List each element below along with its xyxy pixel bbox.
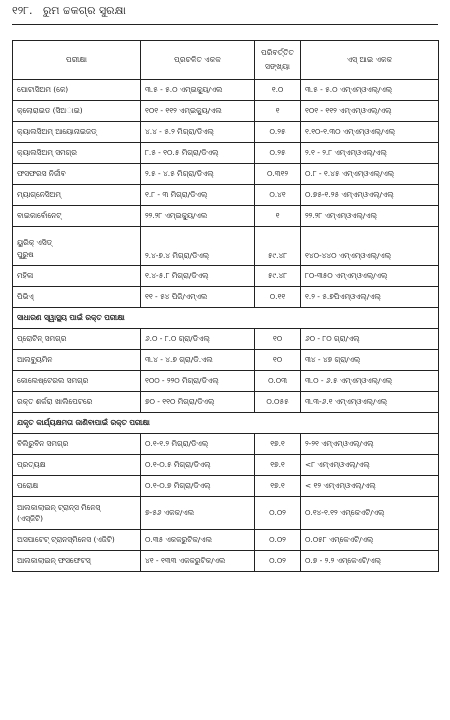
table-row bbox=[13, 329, 439, 350]
conversion-factor: ୧.୦ bbox=[255, 80, 301, 101]
conversion-factor: ୧୦ bbox=[255, 350, 301, 371]
test-name: ଅସପାଟେଟ୍ ଟ୍ରାନସ୍ମିନେସ (ଏଜିଟି) bbox=[13, 530, 141, 551]
header-rule bbox=[12, 24, 438, 25]
table-row bbox=[13, 80, 439, 101]
test-name: ପରୋକ୍ଷ bbox=[13, 476, 141, 497]
table-row bbox=[13, 350, 439, 371]
table-row bbox=[13, 371, 439, 392]
conventional-range: ୧.୪-୫.୮ ମିଗ୍ରା/ଡିଏଲ୍ bbox=[141, 266, 255, 287]
test-name-alt bbox=[13, 497, 141, 530]
si-range: ୦.୧୪-୧.୧୨ ଏମ୍‌କେଏଟି/ଏଲ୍ bbox=[301, 497, 439, 530]
test-name-line1: ଆଲକାଲାଇନ୍ ଟ୍ରାନ୍ସ ମିନେସ୍ bbox=[17, 503, 101, 512]
conversion-factor: ୦.୪୧ bbox=[255, 185, 301, 206]
conversion-factor: ୦.୦୨ bbox=[255, 497, 301, 530]
section-title-liver-function: ଯକୃତ କାର୍ଯ୍ୟକ୍ଷମତା ଜାଣିବାପାଇଁ ରକ୍ତ ପରୀକ୍ଷା bbox=[13, 413, 439, 434]
si-range: ୩.୫ - ୫.୦ ଏମ୍ଏମ୍ଓଏଲ୍/ଏଲ୍ bbox=[301, 80, 439, 101]
si-range: <୮ ଏମ୍ଏମ୍ଓଏଲ୍/ଏଲ୍ bbox=[301, 455, 439, 476]
test-name: ଆଲକାଲାଇନ୍ ଫସଫେଟସ୍ bbox=[13, 551, 141, 572]
table-row bbox=[13, 530, 439, 551]
test-name: ରକ୍ତ ଶର୍କରା ଖାଲିପେଟରେ bbox=[13, 392, 141, 413]
test-name: କ୍ୟାଲସିଅମ୍ ଆୟୋନାଇଜଡ୍ bbox=[13, 122, 141, 143]
section-title-general-health: ସାଧାରଣ ସ୍ୱାସ୍ଥ୍ୟ ପାଇଁ ରକ୍ତ ପରୀକ୍ଷା bbox=[13, 308, 439, 329]
conventional-range: ୪୧ - ୧୩୩ ଏକକରୁଟିକ/ଏଲ bbox=[141, 551, 255, 572]
conversion-factor: ୦.୨୫ bbox=[255, 143, 301, 164]
section-row bbox=[13, 413, 439, 434]
si-range: ୧.୧୦-୧.୩୦ ଏମ୍ଏମ୍ଓଏଲ୍/ଏଲ୍ bbox=[301, 122, 439, 143]
conversion-factor: ୧୭.୧ bbox=[255, 434, 301, 455]
table-row bbox=[13, 185, 439, 206]
test-name-uric-acid-male bbox=[13, 227, 141, 266]
conventional-range: ୨.୫ - ୪.୫ ମିଗ୍ରା/ଡିଏଲ୍ bbox=[141, 164, 255, 185]
conventional-range: ୦.୩୫ ଏକକରୁଟିକ/ଏଲ bbox=[141, 530, 255, 551]
test-name: ଫସଫରସ ନିର୍ଜୀବ bbox=[13, 164, 141, 185]
conversion-factor: ୦.୦୨ bbox=[255, 551, 301, 572]
si-range: ୦.୮ - ୧.୪୫ ଏମ୍ଏମ୍ଓଏଲ୍/ଏଲ୍ bbox=[301, 164, 439, 185]
conventional-range: ୧୧ - ୫୪ ପିଜି/ଏମ୍ଏଲ bbox=[141, 287, 255, 308]
si-range: ୨୨.୨୮ ଏମ୍ଏମ୍ଓଏଲ୍/ଏଲ୍ bbox=[301, 206, 439, 227]
conversion-factor: ୧୭.୧ bbox=[255, 455, 301, 476]
table-row bbox=[13, 287, 439, 308]
conventional-range: ୬.୦ - ୮.୦ ଗ୍ରା/ଡିଏଲ୍ bbox=[141, 329, 255, 350]
conversion-factor: ୦.୦୨ bbox=[255, 530, 301, 551]
conversion-factor: ୫୯.୪୮ bbox=[255, 227, 301, 266]
test-name: ପିଭିଏ୍ bbox=[13, 287, 141, 308]
section-row bbox=[13, 308, 439, 329]
conventional-range: ୨୨.୨୮ ଏମ୍ଇକ୍ୟୁ/ଏଲ bbox=[141, 206, 255, 227]
si-range: ୧୪୦-୪୪୦ ଏମ୍ଏମ୍ଓଏଲ୍/ଏଲ୍ bbox=[301, 227, 439, 266]
si-range: ୦.୭୫-୧.୨୫ ଏମ୍ଏମ୍ଓଏଲ୍/ଏଲ୍ bbox=[301, 185, 439, 206]
si-range: ୦.୦୫୮ ଏମ୍‌କେଏଟି/ଏଲ୍ bbox=[301, 530, 439, 551]
conversion-factor: ୦.୧୧ bbox=[255, 287, 301, 308]
table-row bbox=[13, 122, 439, 143]
conventional-range: ୨.୪-୭.୪ ମିଗ୍ରା/ଡିଏଲ୍ bbox=[141, 227, 255, 266]
si-range: ୮୦-୩୫୦ ଏମ୍ଏମ୍ଓଏଲ୍/ଏଲ୍ bbox=[301, 266, 439, 287]
si-range: ୨.୧ - ୨.୮ ଏମ୍ଏମ୍ଓଏଲ୍/ଏଲ୍ bbox=[301, 143, 439, 164]
si-range: < ୧୨ ଏମ୍ଏମ୍ଓଏଲ୍/ଏଲ୍ bbox=[301, 476, 439, 497]
test-name: ପୋଟାସିଅମ (କେ) bbox=[13, 80, 141, 101]
test-name: ପ୍ରତ୍ୟକ୍ଷ bbox=[13, 455, 141, 476]
table-row bbox=[13, 392, 439, 413]
test-name: ମ୍ୟାଗ୍ନେସିଅମ୍ bbox=[13, 185, 141, 206]
lab-values-table bbox=[12, 40, 439, 572]
test-name: ବିଲିରୁବିନ ସମଗ୍ର bbox=[13, 434, 141, 455]
conventional-range: ୩.୪ - ୪.୭ ଗ୍ରା/ଡି.ଏଲ bbox=[141, 350, 255, 371]
si-range: ୧.୨ - ୫.୭ପିଏମ୍ଓଏଲ୍/ଏଲ୍ bbox=[301, 287, 439, 308]
conventional-range: ୧.୮ - ୩ ମିଗ୍ରା/ଡିଏଲ୍ bbox=[141, 185, 255, 206]
conversion-factor: ୧୭.୧ bbox=[255, 476, 301, 497]
table-header-row bbox=[13, 41, 439, 80]
conversion-factor: ୦.୦୩ bbox=[255, 371, 301, 392]
conventional-range: ୮.୫ - ୧୦.୫ ମିଗ୍ରା/ଡିଏଲ୍ bbox=[141, 143, 255, 164]
test-name: ମହିଳା bbox=[13, 266, 141, 287]
si-range: ୩୪ - ୪୭ ଗ୍ରା/ଏଲ୍ bbox=[301, 350, 439, 371]
si-range: ୩.୦ - ୬.୫ ଏମ୍ଏମ୍ଓଏଲ୍/ଏଲ୍ bbox=[301, 371, 439, 392]
conventional-range: ୦.୧-୦.୫ ମିଗ୍ରା/ଡିଏଲ୍ bbox=[141, 455, 255, 476]
table-row bbox=[13, 266, 439, 287]
table-row bbox=[13, 434, 439, 455]
test-name: କୋଲେଷ୍ଟେରଲ ସମଗ୍ର bbox=[13, 371, 141, 392]
conventional-range: ୦.୧-୦.୭ ମିଗ୍ରା/ଡିଏଲ୍ bbox=[141, 476, 255, 497]
test-name-line2: (ଏସ୍‌ଜିଟି) bbox=[17, 514, 44, 523]
conventional-range: ୭୦ - ୧୧୦ ମିଗ୍ରା/ଡିଏଲ୍ bbox=[141, 392, 255, 413]
conversion-factor: ୦.୨୫ bbox=[255, 122, 301, 143]
test-name: ଆଲବ୍ୟୁମିନ bbox=[13, 350, 141, 371]
si-range: ୩.୩-୬.୧ ଏମ୍ଏମ୍ଓଏଲ୍/ଏଲ୍ bbox=[301, 392, 439, 413]
conversion-factor: ୦.୩୧୨ bbox=[255, 164, 301, 185]
si-range: ୬୦ - ୮୦ ଗ୍ରା/ଏଲ୍ bbox=[301, 329, 439, 350]
conversion-factor: ୧୦ bbox=[255, 329, 301, 350]
conversion-factor: ୦.୦୫୫ bbox=[255, 392, 301, 413]
conventional-range: ୪.୪ - ୫.୨ ମିଗ୍ରା/ଡିଏଲ୍ bbox=[141, 122, 255, 143]
table-row bbox=[13, 551, 439, 572]
table-row bbox=[13, 455, 439, 476]
page-running-title: ରୁମ ଚ୍ଚକଗ୍ର ସୁରକ୍ଷା bbox=[42, 4, 126, 17]
si-range: ୧୦୧ - ୧୧୨ ଏମ୍ଏମ୍ଓଏଲ୍/ଏଲ୍ bbox=[301, 101, 439, 122]
table-row bbox=[13, 227, 439, 266]
conventional-range: ୧୦୦ - ୨୨୦ ମିଗ୍ରା/ଡିଏଲ୍ bbox=[141, 371, 255, 392]
table-row bbox=[13, 143, 439, 164]
conventional-range: ୩.୫ - ୫.୦ ଏମ୍ଇକ୍ୟୁ/ଏଲ bbox=[141, 80, 255, 101]
uric-acid-label: ୟୁରିକ୍ ଏସିଡ୍ bbox=[17, 238, 53, 247]
page-header bbox=[12, 4, 438, 22]
table-row bbox=[13, 206, 439, 227]
test-subname: ପୁରୁଷ bbox=[17, 250, 34, 259]
test-name: କ୍ଲୋରାଇଡ (ସିଅାଇ) bbox=[13, 101, 141, 122]
test-name: ବାଇକାର୍ବୋନେଟ୍ bbox=[13, 206, 141, 227]
conventional-range: ୦.୧-୧.୨ ମିଗ୍ରା/ଡିଏଲ୍ bbox=[141, 434, 255, 455]
test-name: ପ୍ରୋଟିନ୍ ସମଗ୍ର bbox=[13, 329, 141, 350]
conversion-factor: ୧ bbox=[255, 206, 301, 227]
si-range: ୦.୭ - ୨.୨ ଏମ୍‌କେଏଟି/ଏଲ୍ bbox=[301, 551, 439, 572]
test-name: କ୍ୟାଲସିଅମ୍ ସମଗ୍ର bbox=[13, 143, 141, 164]
table-row bbox=[13, 101, 439, 122]
table-row bbox=[13, 164, 439, 185]
conversion-factor: ୧ bbox=[255, 101, 301, 122]
col-header-conversion-factor: ପରିବର୍ତ୍ତିତ ସଙ୍ଖ୍ୟା bbox=[255, 41, 301, 80]
table-row bbox=[13, 476, 439, 497]
col-header-si-unit: ଏସ୍ ଆଇ ଏକକ bbox=[301, 41, 439, 80]
si-range: ୨-୨୧ ଏମ୍ଏମ୍ଓଏଲ୍/ଏଲ୍ bbox=[301, 434, 439, 455]
col-header-test: ପରୀକ୍ଷା bbox=[13, 41, 141, 80]
conventional-range: ୭-୫୬ ଏକକ/ଏଲ bbox=[141, 497, 255, 530]
table-row bbox=[13, 497, 439, 530]
col-header-conventional-unit: ପ୍ରଚଳିତ ଏକକ bbox=[141, 41, 255, 80]
conventional-range: ୧୦୧ - ୧୧୨ ଏମ୍ଇକ୍ୟୁ/ଏଲ bbox=[141, 101, 255, 122]
conversion-factor: ୫୯.୪୮ bbox=[255, 266, 301, 287]
page-number: ୧୨୮. bbox=[12, 4, 33, 17]
